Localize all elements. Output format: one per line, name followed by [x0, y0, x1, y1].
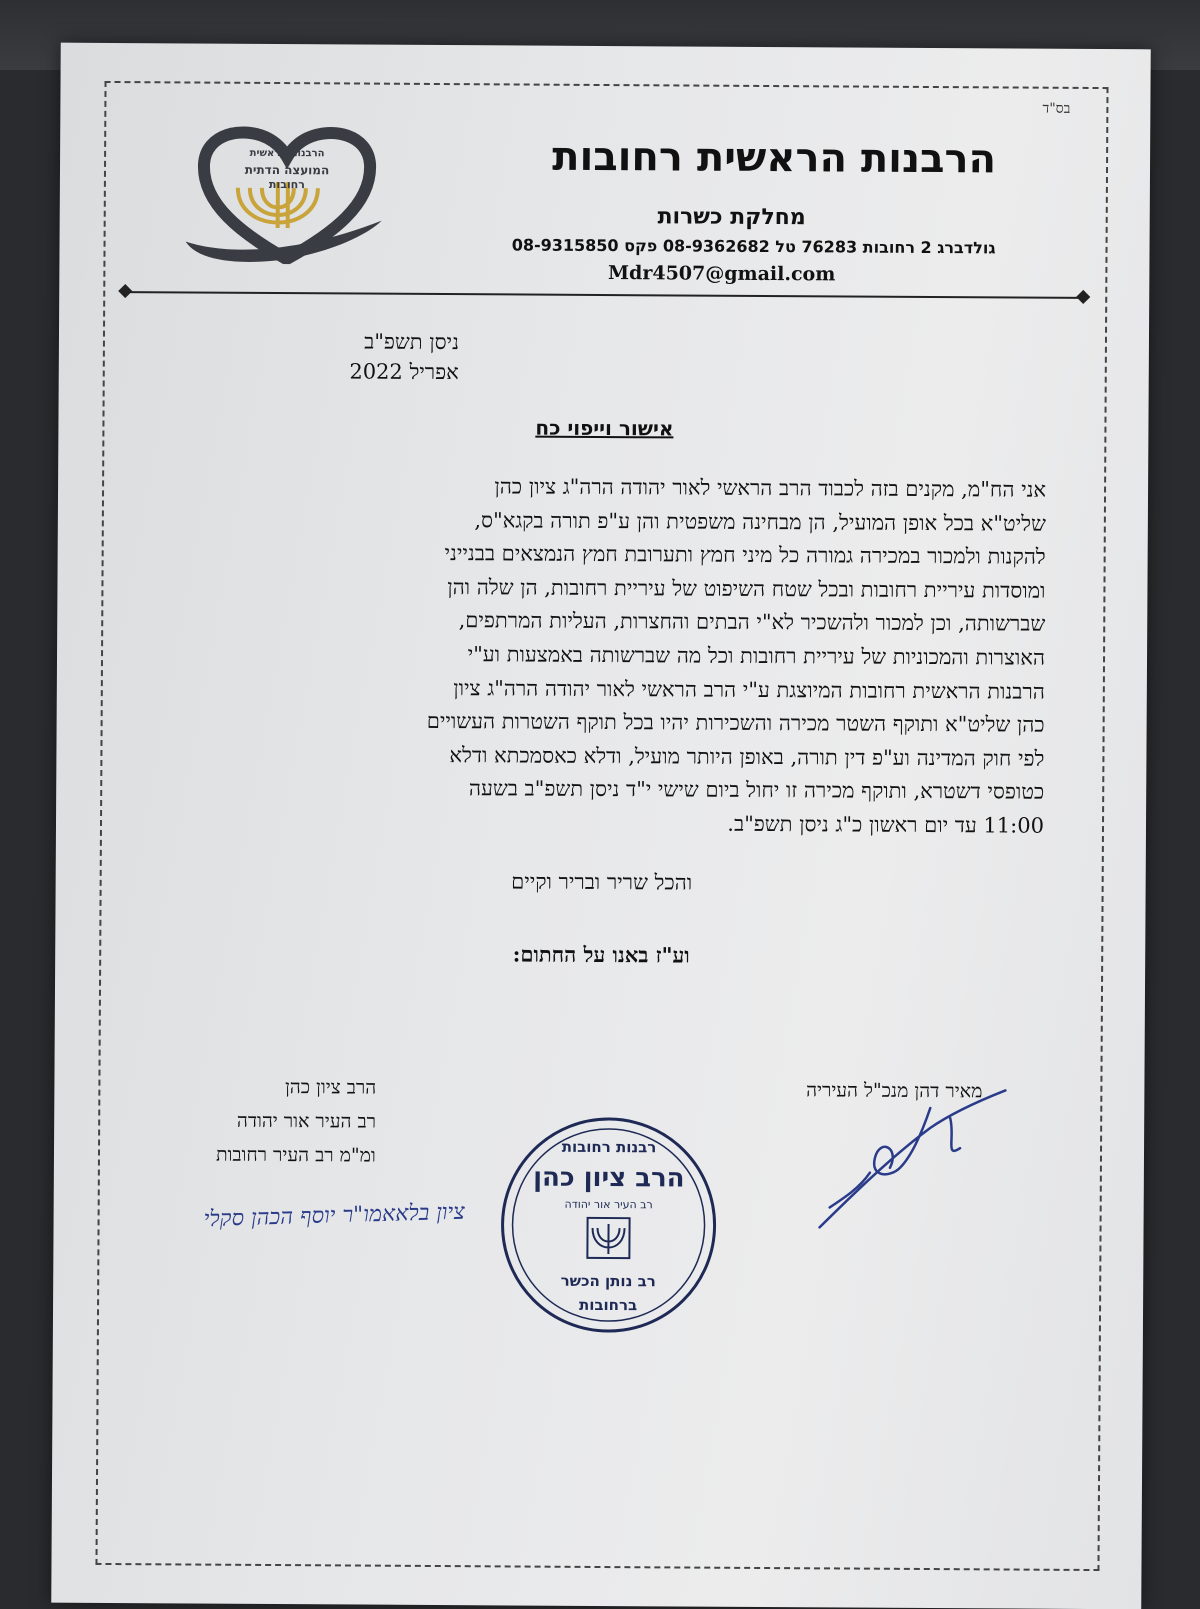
- signatory-rabbi-role1: רב העיר אור יהודה: [236, 1109, 377, 1133]
- letterhead-email: Mdr4507@gmail.com: [607, 262, 836, 286]
- letterhead-title: הרבנות הראשית רחובות: [552, 133, 997, 183]
- logo-city-text: רחובות: [268, 177, 305, 192]
- document-body: [274, 469, 1046, 843]
- body-line: כטופסי דשטרא, ותוקף מכירה זו יחול ביום שישי י"ד ניסן תשפ"ב בשעה: [468, 776, 1045, 805]
- document-date: [259, 326, 459, 387]
- body-line: כהן שליט"א ותוקף השטר מכירה והשכירות יהיו בכל תוקף השטרות העשויים: [426, 709, 1045, 737]
- logo-council-text: המועצה הדתית: [244, 162, 330, 178]
- stamp-outer-top: רבנות רחובות: [561, 1137, 657, 1157]
- signatory-rabbi-name: הרב ציון כהן: [284, 1076, 377, 1099]
- signatory-ceo-name: מאיר דהן מנכ"ל העיריה: [806, 1079, 983, 1103]
- signatory-rabbi: [216, 1076, 376, 1179]
- body-line: 11:00 עד יום ראשון כ"ג ניסן תשפ"ב.: [727, 811, 1045, 838]
- header-divider: [125, 291, 1083, 299]
- date-hebrew: ניסן תשפ"ב: [364, 329, 460, 355]
- stamp-inner: רב העיר אור יהודה: [564, 1197, 653, 1212]
- ceo-signature: [749, 1077, 1010, 1239]
- dashed-frame: [95, 81, 1108, 1571]
- body-line: להקנות ולמכור במכירה גמורה כל מיני חמץ ותערובת חמץ הנמצאים בבנייני: [444, 541, 1046, 569]
- rabbi-handwritten-signature: ציון בלאאמו"ר יוסף הכהן סקלי: [203, 1199, 466, 1233]
- signing-intro: וע"ז באנו על החתום:: [512, 941, 690, 968]
- rabbi-stamp: [497, 1113, 720, 1336]
- body-line: שליט"א בכל אופן המועיל, הן מבחינה משפטית והן ע"פ תורה בקגא"ס,: [474, 507, 1046, 536]
- stamp-lower2: ברחובות: [578, 1295, 638, 1315]
- stamp-name: הרב ציון כהן: [533, 1162, 685, 1194]
- letterhead-department: מחלקת כשרות: [657, 204, 806, 231]
- logo-top-text: הרבנות הראשית: [249, 147, 325, 160]
- stamp-lower1: רב נותן הכשר: [560, 1271, 656, 1291]
- divider-end-right: [1076, 290, 1090, 304]
- body-line: האוצרות והמכוניות של עיריית רחובות וכל מה שברשותה באמצעות וע"י: [467, 642, 1046, 670]
- body-line: אני הח"מ, מקנים בזה לכבוד הרב הראשי לאור יהודה הרה"ג ציון כהן: [494, 474, 1047, 502]
- divider-end-left: [118, 284, 132, 298]
- signatory-rabbi-role2: ומ"מ רב העיר רחובות: [215, 1143, 376, 1167]
- basad-mark: בס"ד: [1042, 100, 1071, 117]
- body-line: לפי חוק המדינה וע"פ דין תורה, באופן היותר מועיל, ודלא כאסמכתא ודלא: [449, 742, 1045, 771]
- body-line: ומוסדות עיריית רחובות ובכל שטח השיפוט של עיריית רחובות, הן שלה והן: [447, 574, 1046, 603]
- body-line: שברשותה, וכן למכור ולהשכיר לא"י הבתים והחצרות, העליות המרתפים,: [458, 608, 1046, 637]
- document-title: אישור וייפוי כח: [535, 415, 674, 441]
- letterhead-address: גולדברג 2 רחובות 76283 טל 08-9362682 פקס 08-9315850: [511, 235, 996, 258]
- date-gregorian: אפריל 2022: [349, 359, 459, 385]
- body-line: הרבנות הראשית רחובות המיוצגת ע"י הרב הראשי לאור יהודה הרה"ג ציון: [453, 675, 1045, 704]
- document-page: [51, 43, 1151, 1609]
- closing-line: והכל שריר ובריר וקיים: [511, 869, 693, 895]
